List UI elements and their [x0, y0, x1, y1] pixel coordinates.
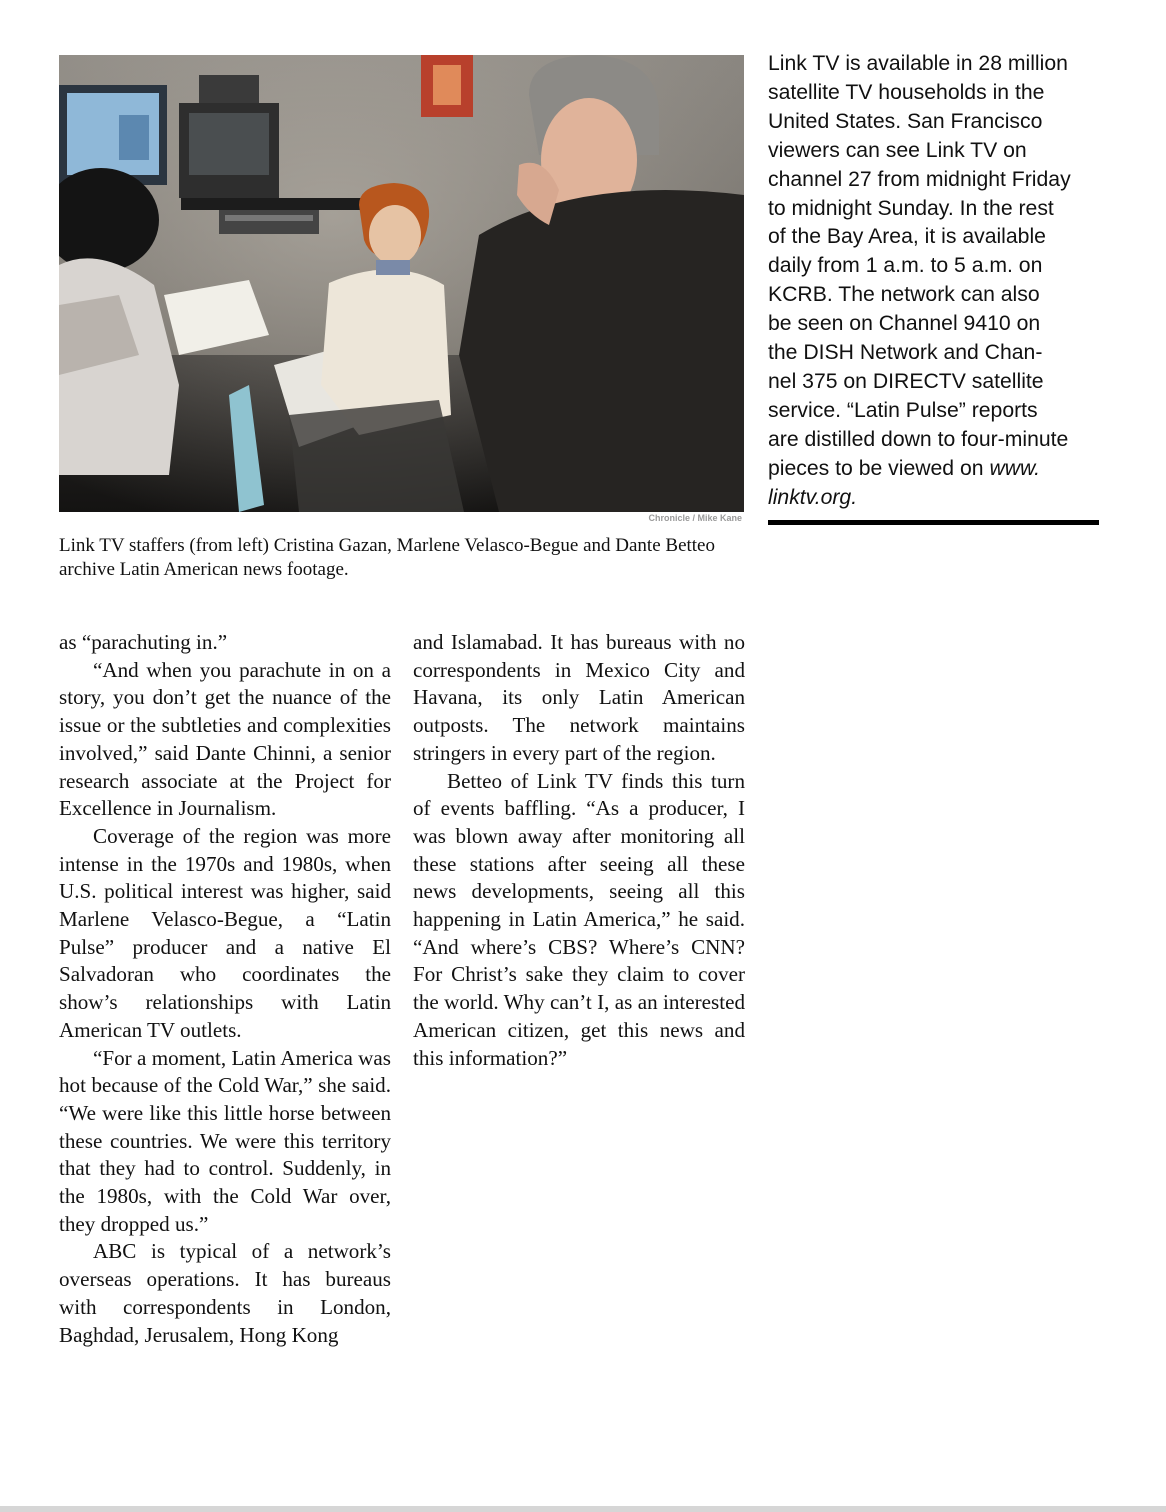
sidebar-line: KCRB. The network can also: [768, 283, 1040, 307]
sidebar-line: be seen on Channel 9410 on: [768, 312, 1041, 336]
photo-caption: Link TV staffers (from left) Cristina Gazan, Marlene Velasco-Begue and Dante Betteo archive Latin American news footage.: [59, 535, 715, 580]
article-column-left: [59, 629, 391, 1349]
sidebar-rule: [768, 520, 1099, 525]
article-paragraph: “For a moment, Latin America was hot because of the Cold War,” she said. “We were like this little horse between these countries. We were this territory that they had to control. Suddenly, in the 1980s, with the Cold War over, they dropped us.”: [59, 1045, 391, 1236]
sidebar-line: channel 27 from midnight Friday: [768, 167, 1071, 191]
sidebar-line: viewers can see Link TV on: [768, 138, 1027, 162]
article-paragraph: Coverage of the region was more intense in the 1970s and 1980s, when U.S. political interest was higher, said Marlene Velasco-Begue, a “Latin Pulse” producer and a native El Salvadoran who coordinates the show’s relationships with Latin American TV outlets.: [59, 823, 391, 1042]
sidebar-line: to midnight Sunday. In the rest: [768, 196, 1054, 220]
sidebar-line: [768, 455, 1103, 484]
sidebar-line: service. “Latin Pulse” reports: [768, 398, 1038, 422]
article-paragraph: and Islamabad. It has bureaus with no correspondents in Mexico City and Havana, its only Latin American outposts. The network maintains stringers in every part of the region.: [413, 630, 745, 765]
page-bottom-edge: [0, 1506, 1166, 1512]
sidebar-line: the DISH Network and Chan-: [768, 341, 1043, 365]
sidebar-line: of the Bay Area, it is available: [768, 225, 1046, 249]
staff-photo: [59, 55, 744, 512]
sidebar-url-part1: www.: [989, 456, 1041, 480]
sidebar-line: [768, 484, 1103, 513]
article-column-right: [413, 629, 745, 1072]
sidebar-line: Link TV is available in 28 million: [768, 52, 1068, 75]
sidebar-line: satellite TV households in the: [768, 80, 1045, 104]
article-paragraph: ABC is typical of a network’s overseas operations. It has bureaus with correspondents in London, Baghdad, Jerusalem, Hong Kong: [59, 1239, 391, 1347]
sidebar-note: [768, 50, 1103, 513]
sidebar-line: nel 375 on DIRECTV satellite: [768, 369, 1044, 393]
photo-credit: Chronicle / Mike Kane: [648, 513, 742, 523]
sidebar-line: are distilled down to four-minute: [768, 427, 1069, 451]
article-paragraph: Betteo of Link TV finds this turn of events baffling. “As a producer, I was blown away after monitoring all these stations after seeing all these news developments, seeing all this happening in Latin America,” he said. “And where’s CBS? Where’s CNN? For Christ’s sake they claim to cover the world. Why can’t I, as an interested American citizen, get this news and this information?”: [413, 768, 745, 1070]
article-paragraph: “And when you parachute in on a story, you don’t get the nuance of the issue or the subtleties and complexities involved,” said Dante Chinni, a senior research associate at the Project for Excellence in Journalism.: [59, 657, 391, 821]
photo-illustration: [59, 55, 744, 512]
sidebar-line: daily from 1 a.m. to 5 a.m. on: [768, 254, 1043, 278]
sidebar-line: United States. San Francisco: [768, 109, 1043, 133]
sidebar-url-part2: linktv.org.: [768, 485, 858, 509]
sidebar-line-text: pieces to be viewed on: [768, 456, 990, 480]
article-paragraph: as “parachuting in.”: [59, 630, 228, 654]
